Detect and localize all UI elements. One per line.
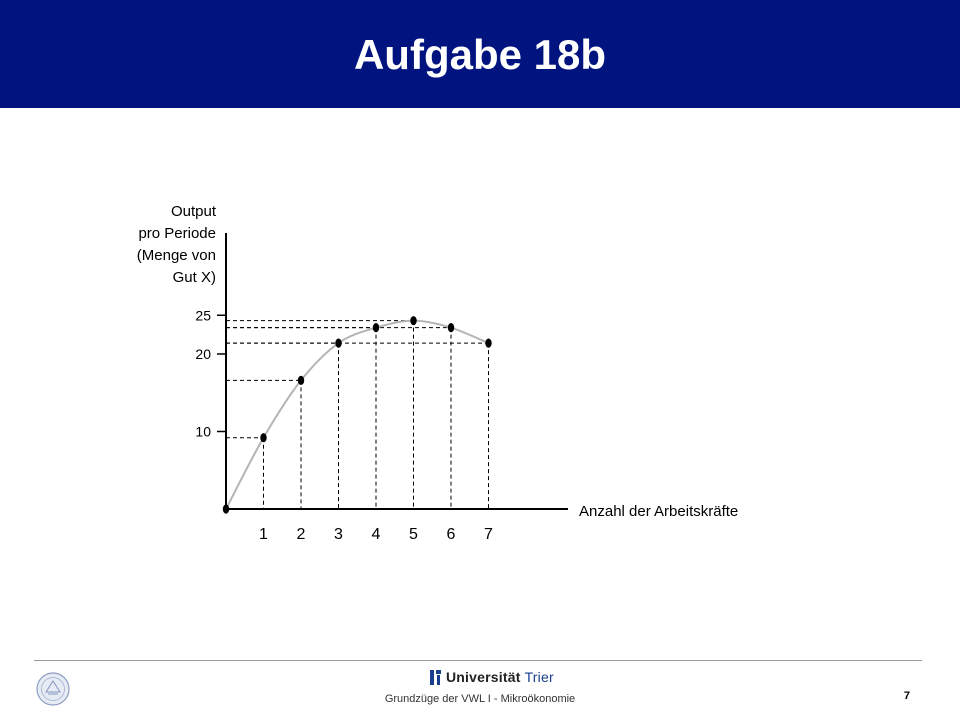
data-point [335,339,341,348]
university-seal-icon [36,672,70,706]
y-axis-label-line: Output [170,203,216,220]
data-point [223,504,229,513]
x-tick-label: 6 [446,526,456,543]
y-tick-label: 20 [195,346,211,362]
x-tick-label: 1 [259,526,268,543]
logo-text-trier: Trier [524,669,554,685]
logo-wordmark [446,669,554,685]
university-logo [430,667,554,687]
production-curve [226,321,489,509]
data-point [373,323,379,332]
footer-divider [34,660,922,661]
data-point [298,376,304,385]
x-axis-label: Anzahl der Arbeitskräfte [579,503,739,520]
logo-text-university: Universität [446,669,521,685]
footer-caption: Grundzüge der VWL I - Mikroökonomie [384,693,576,705]
x-tick-label: 4 [371,526,381,543]
y-axis-label-line: (Menge von [136,247,216,264]
y-tick-label: 25 [195,307,211,324]
x-tick-label: 7 [484,526,493,543]
slide-title: Aufgabe 18b [353,31,607,78]
x-tick-label: 5 [409,526,418,543]
page-number: 7 [903,690,910,702]
data-point [410,316,416,325]
x-tick-label: 3 [334,526,343,543]
x-tick-label: 2 [296,526,306,543]
data-point [448,323,454,332]
y-axis-label-line: Gut X) [172,269,216,286]
data-point [260,433,266,442]
y-axis-label-line: pro Periode [138,225,216,242]
data-point [485,339,491,348]
y-tick-label: 10 [195,423,211,440]
university-trier-logo-icon [430,669,442,686]
